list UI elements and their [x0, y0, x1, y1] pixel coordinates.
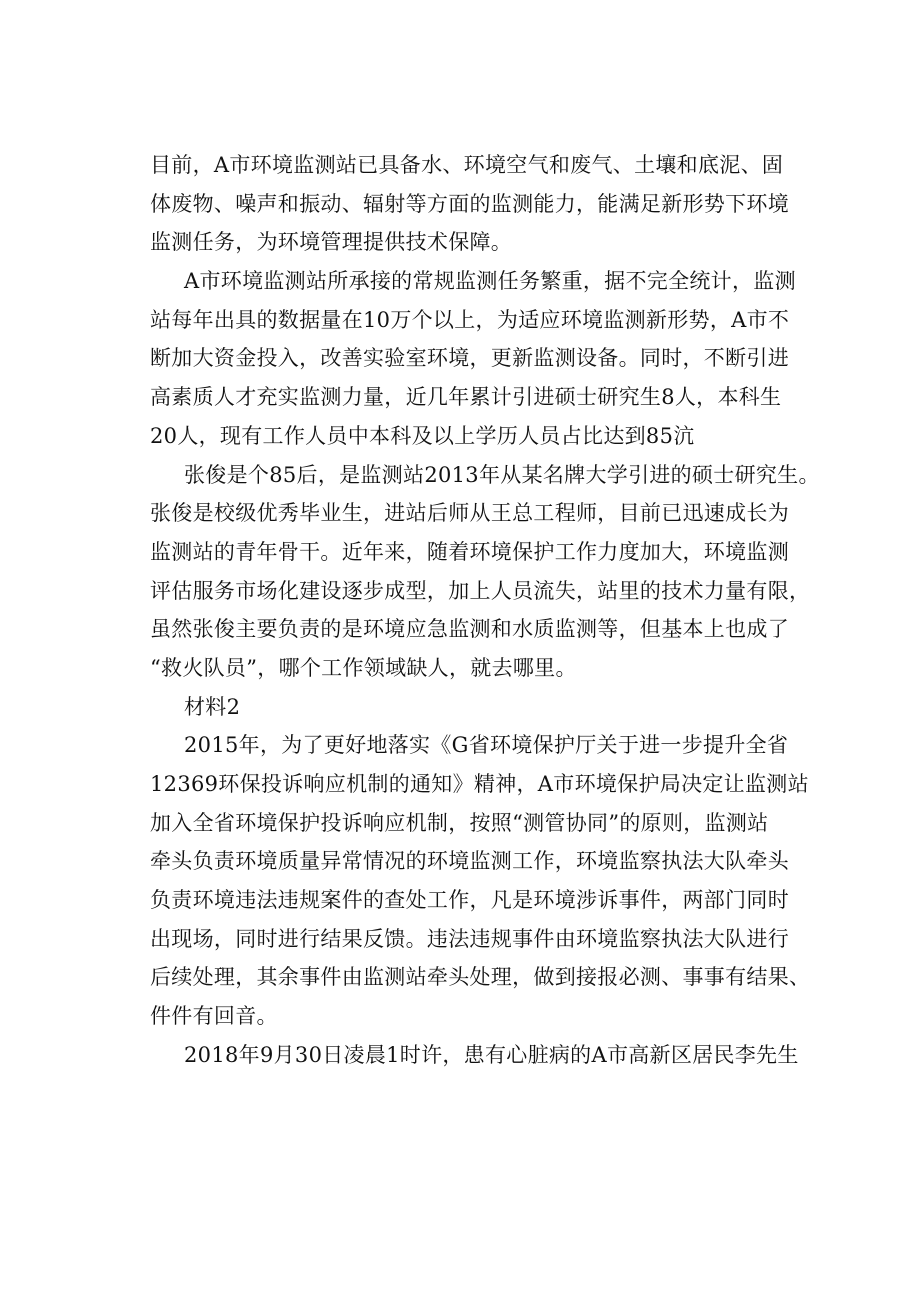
text-line: 加入全省环境保护投诉响应机制，按照“测管协同”的原则，监测站 [150, 810, 769, 835]
text-line: 20人，现有工作人员中本科及以上学历人员占比达到85沆 [150, 423, 695, 448]
text-line: 虽然张俊主要负责的是环境应急监测和水质监测等，但基本上也成了 [150, 617, 789, 642]
text-line: 张俊是个85后，是监测站2013年从某名牌大学引进的硕士研究生。 [184, 462, 820, 487]
text-line: 张俊是校级优秀毕业生，进站后师从王总工程师，目前已迅速成长为 [150, 501, 789, 526]
text-line: 评估服务市场化建设逐步成型，加上人员流失，站里的技术力量有限， [150, 578, 811, 603]
paragraph-monitoring-capability [150, 146, 790, 262]
text-line: 件件有回音。 [150, 1004, 278, 1029]
text-line: 2015年，为了更好地落实《G省环境保护厅关于进一步提升全省 [184, 733, 789, 758]
text-line: 监测任务，为环境管理提供技术保障。 [150, 230, 513, 255]
document-body [150, 146, 820, 1075]
section-heading-material-2 [150, 688, 790, 727]
paragraph-routine-tasks [150, 262, 796, 455]
text-line: 站每年出具的数据量在10万个以上，为适应环境监测新形势，A市不 [150, 307, 790, 332]
paragraph-2015-mechanism [150, 726, 811, 1036]
text-line: “救火队员”，哪个工作领域缺人，就去哪里。 [150, 655, 577, 680]
text-line: 出现场，同时进行结果反馈。违法违规事件由环境监察执法大队进行 [150, 926, 789, 951]
text-line: 12369环保投诉响应机制的通知》精神，A市环境保护局决定让监测站 [150, 772, 809, 796]
text-line: 2018年9月30日凌晨1时许，患有心脏病的A市高新区居民李先生 [184, 1042, 799, 1067]
text-line: 监测站的青年骨干。近年来，随着环境保护工作力度加大，环境监测 [150, 539, 789, 564]
paragraph-2018-incident [150, 1036, 799, 1075]
text-line: 高素质人才充实监测力量，近几年累计引进硕士研究生8人，本科生 [150, 385, 782, 410]
text-line: A市环境监测站所承接的常规监测任务繁重，据不完全统计，监测 [184, 269, 796, 294]
text-line: 后续处理，其余事件由监测站牵头处理，做到接报必测、事事有结果、 [150, 965, 811, 990]
text-line: 负责环境违法违规案件的查处工作，凡是环境涉诉事件，两部门同时 [150, 888, 789, 913]
text-line: 牵头负责环境质量异常情况的环境监测工作，环境监察执法大队牵头 [150, 849, 789, 874]
heading-line: 材料2 [184, 694, 241, 719]
text-line: 体废物、噪声和振动、辐射等方面的监测能力，能满足新形势下环境 [150, 191, 789, 216]
text-line: 目前，A市环境监测站已具备水、环境空气和废气、土壤和底泥、固 [150, 153, 784, 177]
paragraph-zhang-jun [150, 456, 820, 688]
text-line: 断加大资金投入，改善实验室环境，更新监测设备。同时，不断引进 [150, 346, 789, 371]
